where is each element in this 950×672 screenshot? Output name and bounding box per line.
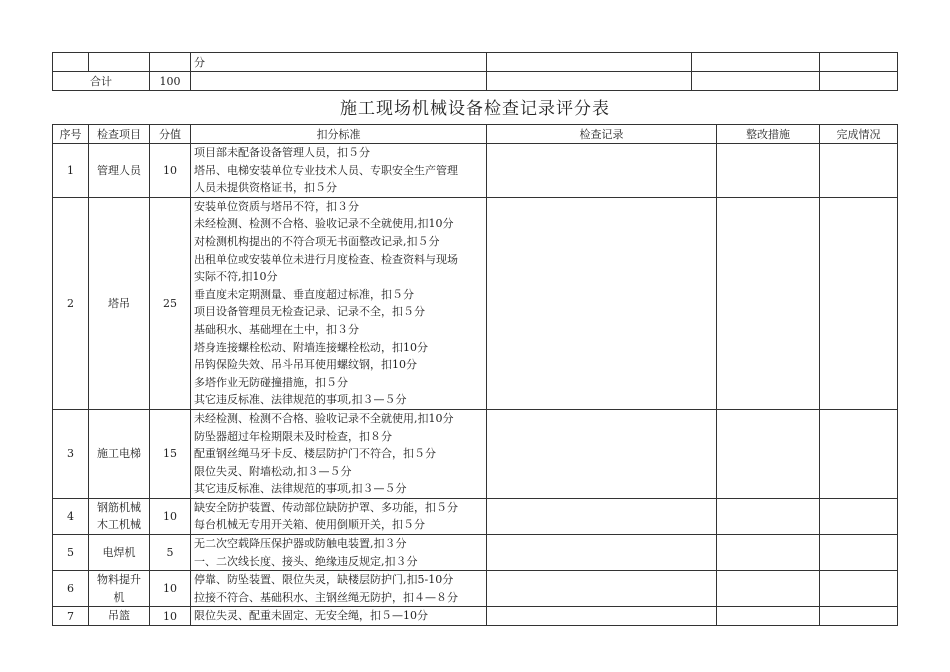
row-criteria bbox=[191, 535, 487, 571]
criteria-line: 实际不符,扣10分 bbox=[194, 270, 278, 284]
row-score: 10 bbox=[150, 571, 191, 607]
header-status: 完成情况 bbox=[820, 125, 898, 144]
row-rectify bbox=[717, 409, 820, 498]
criteria-line: 停靠、防坠装置、限位失灵，缺楼层防护门,扣5-10分 bbox=[194, 573, 454, 587]
top-table-fragment bbox=[52, 52, 898, 91]
criteria-line: 出租单位或安装单位未进行月度检查、检查资料与现场 bbox=[194, 252, 458, 266]
row-record bbox=[487, 498, 717, 534]
table-body bbox=[53, 144, 898, 626]
header-item: 检查项目 bbox=[89, 125, 150, 144]
criteria-line: 垂直度未定期测量、垂直度超过标准，扣５分 bbox=[194, 287, 414, 301]
criteria-line: 缺安全防护装置、传动部位缺防护罩、多功能，扣５分 bbox=[194, 500, 458, 514]
criteria-line: 未经检测、检测不合格、验收记录不全就使用,扣10分 bbox=[194, 411, 454, 425]
header-rectify: 整改措施 bbox=[717, 125, 820, 144]
criteria-line: 无二次空载降压保护器或防触电装置,扣３分 bbox=[194, 537, 407, 551]
cell-empty bbox=[89, 53, 150, 72]
rectify-cell bbox=[692, 53, 820, 72]
row-status bbox=[820, 197, 898, 409]
criteria-line: 项目部未配备设备管理人员，扣５分 bbox=[194, 146, 370, 159]
row-status bbox=[820, 607, 898, 626]
cell-empty bbox=[53, 53, 89, 72]
table-row bbox=[53, 607, 898, 626]
criteria-line: 拉接不符合、基础积水、主钢丝绳无防护，扣４—８分 bbox=[194, 590, 458, 604]
criteria-line: 每台机械无专用开关箱、使用倒顺开关，扣５分 bbox=[194, 518, 425, 532]
status-cell bbox=[820, 53, 898, 72]
row-record bbox=[487, 409, 717, 498]
total-row bbox=[53, 72, 898, 91]
item-line: 物料提升 bbox=[97, 573, 141, 587]
header-row bbox=[53, 125, 898, 144]
criteria-cell: 分 bbox=[191, 53, 487, 72]
table-row bbox=[53, 498, 898, 534]
row-item bbox=[89, 498, 150, 534]
row-item bbox=[89, 535, 150, 571]
row-criteria bbox=[191, 571, 487, 607]
row-item bbox=[89, 144, 150, 198]
header-no: 序号 bbox=[53, 125, 89, 144]
total-score: 100 bbox=[150, 72, 191, 91]
criteria-line: 未经检测、检测不合格、验收记录不全就使用,扣10分 bbox=[194, 217, 454, 231]
criteria-line: 塔吊、电梯安装单位专业技术人员、专职安全生产管理 bbox=[194, 163, 458, 177]
row-rectify bbox=[717, 197, 820, 409]
row-record bbox=[487, 571, 717, 607]
row-score: 25 bbox=[150, 197, 191, 409]
cell-empty bbox=[820, 72, 898, 91]
row-rectify bbox=[717, 498, 820, 534]
record-cell bbox=[487, 53, 692, 72]
criteria-line: 防坠器超过年检期限未及时检查，扣８分 bbox=[194, 429, 392, 443]
row-number: 1 bbox=[53, 144, 89, 198]
row-number: 5 bbox=[53, 535, 89, 571]
criteria-line: 人员未提供资格证书，扣５分 bbox=[194, 181, 337, 195]
row-record bbox=[487, 607, 717, 626]
row-status bbox=[820, 144, 898, 198]
row-number: 2 bbox=[53, 197, 89, 409]
table-row bbox=[53, 144, 898, 198]
criteria-line: 对检测机构提出的不符合项无书面整改记录,扣５分 bbox=[194, 234, 440, 248]
row-number: 4 bbox=[53, 498, 89, 534]
criteria-line: 其它违反标准、法律规范的事项,扣３—５分 bbox=[194, 482, 407, 496]
item-line: 机 bbox=[113, 590, 125, 604]
row-criteria bbox=[191, 498, 487, 534]
criteria-line: 吊钩保险失效、吊斗吊耳使用螺纹钢，扣10分 bbox=[194, 358, 417, 372]
row-rectify bbox=[717, 607, 820, 626]
item-line: 钢筋机械 bbox=[97, 500, 141, 514]
item-line: 木工机械 bbox=[97, 518, 141, 532]
header-criteria: 扣分标准 bbox=[191, 125, 487, 144]
criteria-line: 限位失灵、附墙松动,扣３—５分 bbox=[194, 464, 352, 478]
page-title: 施工现场机械设备检查记录评分表 bbox=[340, 99, 610, 119]
row-rectify bbox=[717, 144, 820, 198]
row-criteria bbox=[191, 409, 487, 498]
row-rectify bbox=[717, 571, 820, 607]
row-number: 3 bbox=[53, 409, 89, 498]
table-row bbox=[53, 409, 898, 498]
row-status bbox=[820, 409, 898, 498]
item-line: 吊篮 bbox=[108, 609, 130, 623]
row-score: 10 bbox=[150, 498, 191, 534]
item-line: 塔吊 bbox=[108, 296, 130, 310]
row-number: 6 bbox=[53, 571, 89, 607]
criteria-line: 一、二次线长度、接头、绝缘违反规定,扣３分 bbox=[194, 554, 418, 568]
row-criteria bbox=[191, 197, 487, 409]
criteria-line: 多塔作业无防碰撞措施，扣５分 bbox=[194, 375, 348, 389]
table-row bbox=[53, 53, 898, 72]
row-record bbox=[487, 144, 717, 198]
row-criteria bbox=[191, 144, 487, 198]
row-status bbox=[820, 571, 898, 607]
criteria-line: 其它违反标准、法律规范的事项,扣３—５分 bbox=[194, 393, 407, 407]
header-score: 分值 bbox=[150, 125, 191, 144]
row-item bbox=[89, 571, 150, 607]
item-line: 施工电梯 bbox=[97, 447, 141, 461]
row-item bbox=[89, 197, 150, 409]
row-record bbox=[487, 535, 717, 571]
criteria-line: 配重钢丝绳马牙卡反、楼层防护门不符合，扣５分 bbox=[194, 447, 436, 461]
row-score: 15 bbox=[150, 409, 191, 498]
row-score: 10 bbox=[150, 144, 191, 198]
row-item bbox=[89, 409, 150, 498]
total-label: 合计 bbox=[53, 72, 150, 91]
table-row bbox=[53, 197, 898, 409]
table-row bbox=[53, 535, 898, 571]
row-number: 7 bbox=[53, 607, 89, 626]
row-criteria bbox=[191, 607, 487, 626]
row-rectify bbox=[717, 535, 820, 571]
row-record bbox=[487, 197, 717, 409]
cell-empty bbox=[191, 72, 487, 91]
row-score: 10 bbox=[150, 607, 191, 626]
criteria-line: 基础积水、基础埋在土中，扣３分 bbox=[194, 322, 359, 336]
header-record: 检查记录 bbox=[487, 125, 717, 144]
cell-empty bbox=[487, 72, 692, 91]
row-status bbox=[820, 498, 898, 534]
row-item bbox=[89, 607, 150, 626]
criteria-line: 限位失灵、配重未固定、无安全绳，扣５—10分 bbox=[194, 609, 428, 623]
item-line: 管理人员 bbox=[97, 163, 141, 177]
inspection-table bbox=[52, 124, 898, 626]
item-line: 电焊机 bbox=[102, 545, 136, 559]
row-score: 5 bbox=[150, 535, 191, 571]
criteria-line: 安装单位资质与塔吊不符，扣３分 bbox=[194, 199, 359, 213]
criteria-line: 塔身连接螺栓松动、附墙连接螺栓松动，扣10分 bbox=[194, 340, 428, 354]
table-row bbox=[53, 571, 898, 607]
criteria-line: 项目设备管理员无检查记录、记录不全，扣５分 bbox=[194, 305, 425, 319]
row-status bbox=[820, 535, 898, 571]
cell-empty bbox=[150, 53, 191, 72]
cell-empty bbox=[692, 72, 820, 91]
